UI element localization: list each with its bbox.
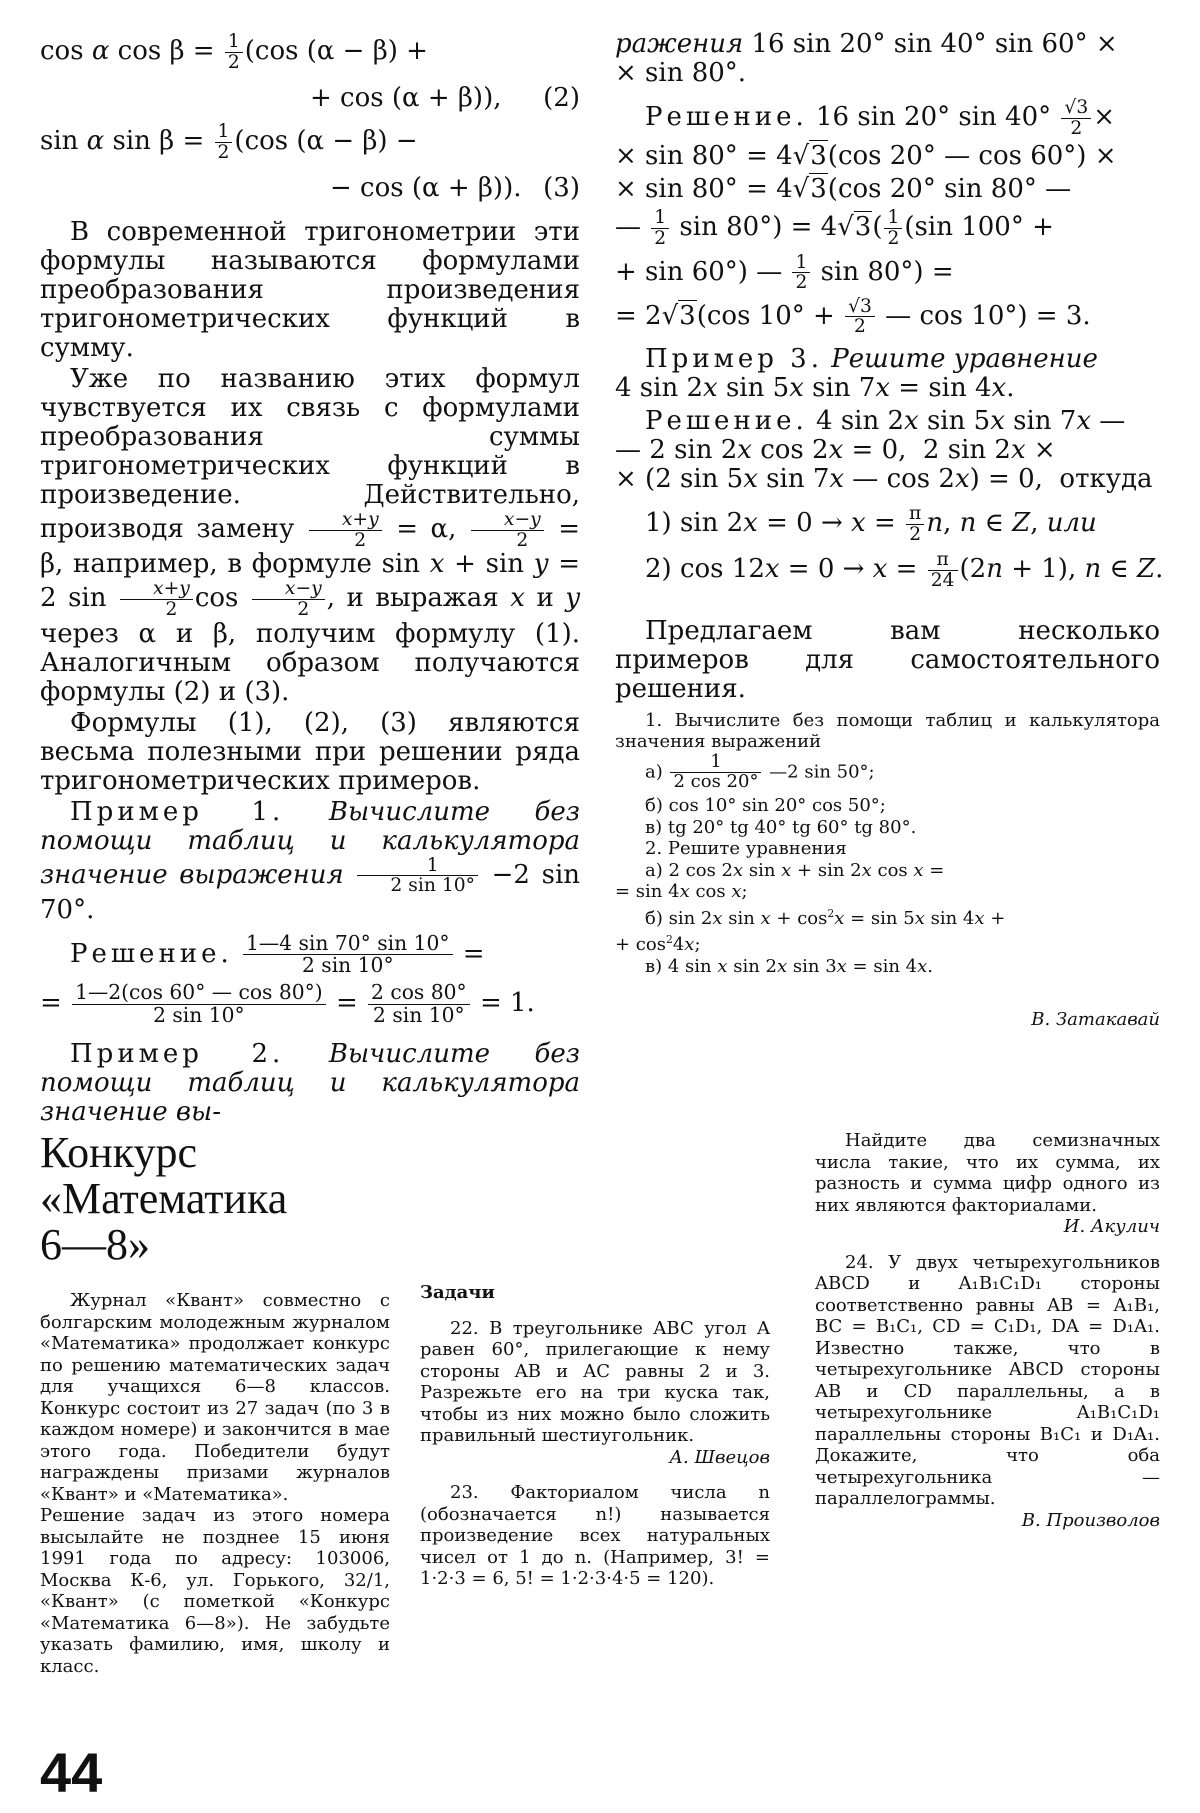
example-1: Пример 1. Вычислите без помощи таблиц и калькулятора значение выражения $\frac{1}{2 \sin 10^\circ}$ −2 sin 70°. — [40, 796, 581, 925]
task-24-author: В. Произволов — [1021, 1509, 1160, 1531]
paragraph-modern: В современной тригонометрии эти формулы называются формулами преобразования произведения тригонометрических функций в сумму. — [40, 217, 580, 363]
task-22: 22. В треугольнике ABC угол A равен 60°, прилегающие к нему стороны AB и AC равны 2 и 3. Разрежьте его на три куска так, чтобы из них можно было сложить правильный шестиугольник. — [420, 1317, 770, 1446]
formula-3: sin α sin β = $\frac{1}{2}$ (cos (α − β) − − cos (α + β)). (3) — [40, 121, 580, 203]
contest-title-line-3: 6—8» — [40, 1220, 150, 1269]
contest-heading — [40, 1130, 340, 1268]
contest-tasks-column — [420, 1282, 770, 1590]
task-2: 2. Решите уравнения — [645, 838, 847, 860]
contest-title-line-1: Конкурс — [40, 1128, 197, 1177]
page-number: 44 — [40, 1741, 103, 1804]
task-23: 23. Факториалом числа n (обозначается n!) называется произведение всех натуральных чисел от 1 до n. (Например, 3! = 1·2·3 = 6, 5! = 1·2·3·4·5 = 120). — [420, 1482, 770, 1589]
contest-intro — [40, 1290, 390, 1677]
contest-right-column — [815, 1130, 1160, 1531]
self-tasks: 1. Вычислите без помощи таблиц и калькулятора значения выражений а) $\frac{1}{2 \cos 20^\circ}$ —2 sin 50°; б) cos 10° sin 20° cos 50°; в) tg 20° tg 40° tg 60° tg 80°. 2. Решите уравнения а) 2 cos 2x sin x + sin 2x cos x = = sin 4x cos x; б) sin 2x $\sin x + \cos^2x = \sin 5x$ sin 4x + + $\cos^24x$; в) 4 sin x sin 2x sin 3x = sin 4x. — [615, 709, 1160, 977]
solution-2: Решение. 16 sin 20° sin 40° $\frac{√3}{2}$ × × sin 80° = 4√3(cos 20° — cos 60°) × × sin 80° = 4√3(cos 20° sin 80° — — $\frac{1}{2}$ sin 80°) = 4√3( $\frac{1}{2}$ (sin 100° + + sin 60°) — $\frac{1}{2}$ sin 80°) = = 2√3(cos 10° + $\frac{√3}{2}$ — cos 10°) = 3. — [615, 97, 1117, 338]
contest-title-line-2: «Математика — [40, 1174, 288, 1223]
example-2: Пример 2. Вычислите без помощи таблиц и калькулятора значение вы- — [40, 1038, 580, 1127]
example-2-expression: ражения 16 sin 20° sin 40° sin 60° × × sin 80°. — [615, 29, 1118, 88]
formula-3-number: (3) — [543, 173, 580, 203]
author-zatakavai: В. Затакавай — [1031, 1009, 1160, 1031]
contest-send-text: Решение задач из этого номера высылайте не позднее 15 июня 1991 года по адресу: 103006, Москва К-6, ул. Горького, 32/1, «Квант» (с пометкой «Конкурс «Математика 6—8»). Не забудьте указать фамилию, имя, школу и класс. — [40, 1505, 390, 1677]
formula-2: cos α cos β = $\frac{1}{2}$ (cos (α − β) + + cos (α + β)), (2) — [40, 31, 580, 113]
task-23-continued: Найдите два семизначных числа такие, что их сумма, их разность и сумма цифр одного из них являются факториалами. — [815, 1130, 1160, 1216]
solution-1: Решение. $\frac{1—4 \sin 70^\circ \sin 10^\circ}{2 \sin 10^\circ}$ = = $\frac{1—2(\cos 60^\circ — \cos 80^\circ)}{2 \sin 10^\circ}$ = $\frac{2 \cos 80^\circ}{2 \sin 10^\circ}$ = 1. — [40, 930, 535, 1027]
solution-3: Решение. 4 sin 2x sin 5x sin 7x — — 2 sin 2x cos 2x = 0, 2 sin 2x × × (2 sin 5x sin 7x — cos 2x) = 0, откуда 1) sin 2x = 0 → x = $\frac{\pi}{2}$ n, n ∈ Z, или 2) cos 12x = 0 → x = $\frac{\pi}{24}$ (2n + 1), n ∈ Z. — [615, 406, 1164, 592]
left-column — [40, 30, 580, 1127]
paragraph-useful: Формулы (1), (2), (3) являются весьма полезными при решении ряда тригонометрических примеров. — [40, 707, 580, 796]
invite-paragraph: Предлагаем вам несколько примеров для самостоятельного решения. — [615, 615, 1160, 704]
task-24: 24. У двух четырехугольников ABCD и A₁B₁C₁D₁ стороны соответственно равны AB = A₁B₁, BC = B₁C₁, CD = C₁D₁, DA = D₁A₁. Известно также, что в четырехугольнике ABCD стороны AB и CD параллельны, а в четырехугольнике A₁B₁C₁D₁ параллельны стороны B₁C₁ и D₁A₁. Докажите, что оба четырехугольника — параллелограммы. — [815, 1251, 1160, 1509]
right-column — [615, 29, 1164, 1031]
task-1: 1. Вычислите без помощи таблиц и калькулятора значения выражений — [615, 709, 1160, 753]
task-23-author: И. Акулич — [1063, 1216, 1160, 1237]
paragraph-derivation: Уже по названию этих формул чувствуется их связь с формулами преобразования суммы тригонометрических функций в произведение. Действительно, производя замену $\frac{x+y}{2}$ = α, $\frac{x-y}{2}$ = β, например, в формуле sin x + sin y = 2 sin $\frac{x+y}{2}$ cos $\frac{x-y}{2}$ , и выражая x и y через α и β, получим формулу (1). Аналогичным образом получаются формулы (2) и (3). — [40, 364, 581, 707]
contest-intro-text: Журнал «Квант» совместно с болгарским молодежным журналом «Математика» продолжает конкурс по решению математических задач для учащихся 6—8 классов. Конкурс состоит из 27 задач (по 3 в каждом номере) и закончится в мае этого года. Победители будут награждены призами журналов «Квант» и «Математика». — [40, 1290, 390, 1505]
tasks-heading: Задачи — [420, 1282, 495, 1303]
task-22-author: А. Швецов — [669, 1446, 770, 1468]
formula-2-number: (2) — [543, 83, 580, 113]
example-3: Пример 3. Решите уравнение 4 sin 2x sin 5x sin 7x = sin 4x. — [615, 344, 1098, 404]
